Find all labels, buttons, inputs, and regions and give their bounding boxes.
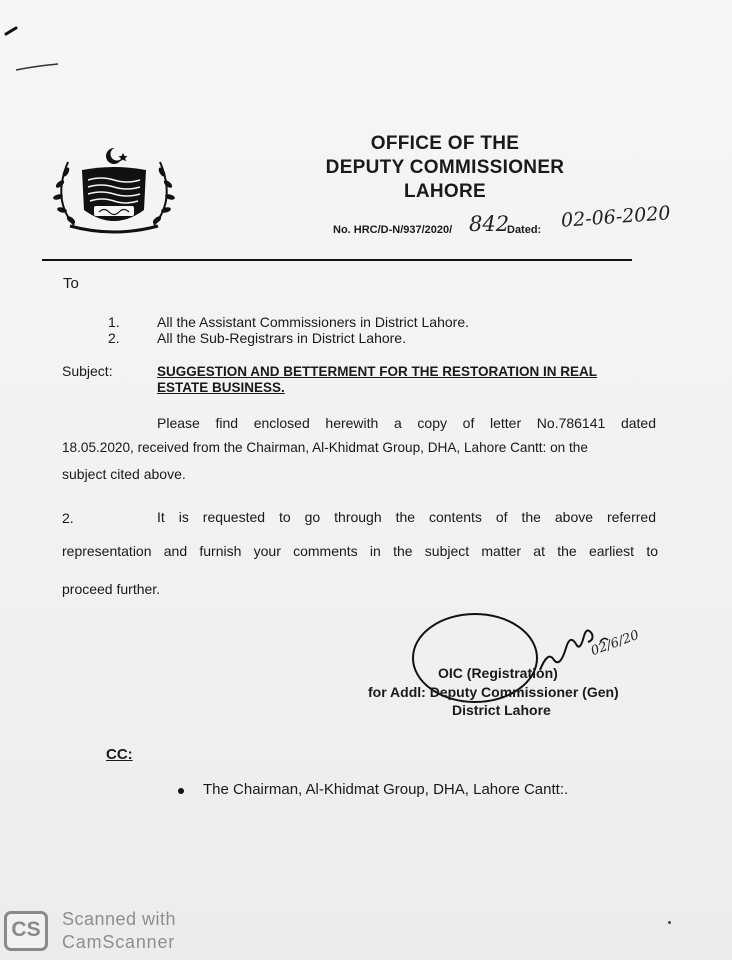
watermark-line-1: Scanned with [62,909,177,929]
recipient-number: 1. [108,314,120,330]
signatory-designation: for Addl: Deputy Commissioner (Gen) [368,684,619,700]
paragraph-1-line-1: Please find enclosed herewith a copy of letter No.786141 dated [157,415,656,431]
paragraph-2-line-1: It is requested to go through the contents of the above referred [157,509,656,525]
camscanner-logo-icon [4,911,48,951]
pen-marks [0,0,80,90]
reference-number-label: No. HRC/D-N/937/2020/ [333,224,453,236]
recipient-number: 2. [108,330,120,346]
dated-label: Dated: [507,224,542,236]
scan-speck [668,921,671,924]
watermark-line-2: CamScanner [62,932,176,952]
government-emblem-icon [44,140,184,240]
paragraph-1-line-3: subject cited above. [62,466,186,482]
office-title: OFFICE OF THE [370,133,520,154]
signature-date-handwritten: 02/6/20 [588,627,642,660]
office-subtitle: DEPUTY COMMISSIONER [325,157,565,178]
paragraph-2-line-2: representation and furnish your comments in the subject matter at the earliest to [62,543,658,559]
bullet-icon [178,788,184,794]
subject-line-2: ESTATE BUSINESS. [157,380,285,395]
cc-recipient: The Chairman, Al-Khidmat Group, DHA, Lahore Cantt:. [203,781,569,798]
header-divider [42,259,632,261]
recipient-text: All the Assistant Commissioners in District Lahore. [157,314,469,330]
paragraph-1-line-2: 18.05.2020, received from the Chairman, Al-Khidmat Group, DHA, Lahore Cantt: on the [62,440,588,455]
paragraph-2-number: 2. [62,510,74,526]
paragraph-2-line-3: proceed further. [62,581,161,597]
office-city: LAHORE [403,181,487,202]
cc-label: CC: [106,746,133,763]
to-label: To [63,275,79,292]
subject-line-1: SUGGESTION AND BETTERMENT FOR THE RESTORATION IN REAL [157,364,598,379]
camscanner-logo-text: CS [11,918,41,941]
signatory-title: OIC (Registration) [438,665,558,681]
recipient-text: All the Sub-Registrars in District Lahore. [157,330,406,346]
date-handwritten: 02-06-2020 [560,202,672,232]
reference-number-handwritten: 842 [469,212,510,236]
signatory-district: District Lahore [452,702,551,718]
subject-label: Subject: [62,363,113,379]
